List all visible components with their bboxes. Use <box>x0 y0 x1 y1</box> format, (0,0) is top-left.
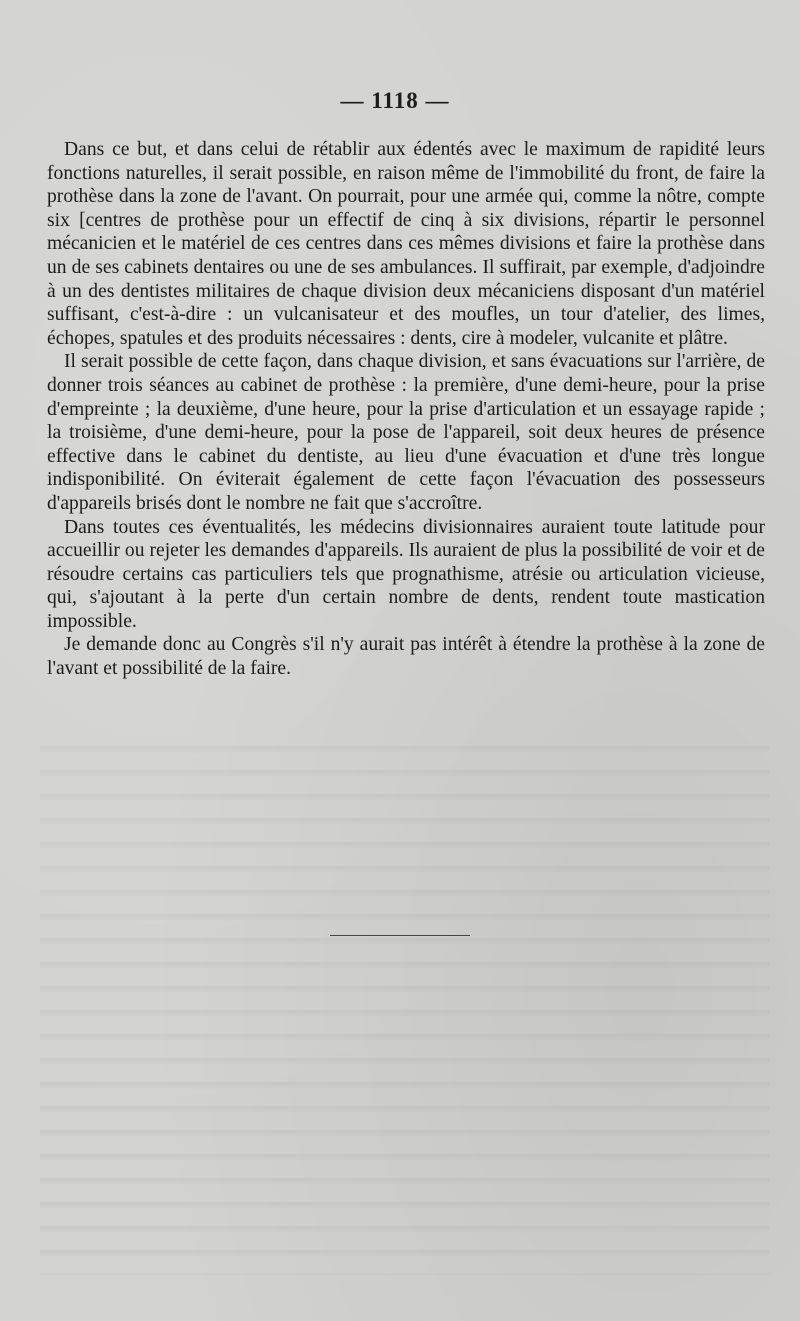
section-divider <box>330 935 470 936</box>
paragraph-2: Il serait possible de cette façon, dans chaque division, et sans évacuations sur l'arrière, de donner trois séances au cabinet de prothèse : la première, d'une demi-heure, pour la prise d'empreinte ; la deuxième, d'une heure, pour la prise d'articulation et un essayage rapide ; la troisième, d'une demi-heure, pour la pose de l'appareil, soit deux heures de présence effective dans le cabinet du dentiste, au lieu d'une évacuation et d'une très longue indisponibilité. On éviterait également de cette façon l'évacuation des possesseurs d'appareils brisés dont le nombre ne fait que s'accroître. <box>47 351 765 514</box>
page-number: — 1118 — <box>340 88 450 113</box>
paragraph-4: Je demande donc au Congrès s'il n'y aurait pas intérêt à étendre la prothèse à la zone de l'avant et possibilité de la faire. <box>47 634 765 680</box>
show-through-texture <box>40 735 770 1275</box>
paragraph-3: Dans toutes ces éventualités, les médecins divisionnaires auraient toute latitude pour accueillir ou rejeter les demandes d'appareils. Ils auraient de plus la possibilité de voir et de résoudre certains cas particuliers tels que prognathisme, atrésie ou articulation vicieuse, qui, s'ajoutant à la perte d'un certain nombre de dents, rendent toute mastication impossible. <box>47 516 765 632</box>
body-text <box>47 138 765 681</box>
paragraph-1: Dans ce but, et dans celui de rétablir aux édentés avec le maximum de rapidité leurs fonctions naturelles, il serait possible, en raison même de l'immobilité du front, de faire la prothèse dans la zone de l'avant. On pourrait, pour une armée qui, comme la nôtre, compte six [centres de prothèse pour un effectif de cinq à six divisions, répartir le personnel mécanicien et le matériel de ces centres dans ces mêmes divisions et faire la prothèse dans un de ses cabinets dentaires ou une de ses ambulances. Il suffirait, par exemple, d'adjoindre à un des dentistes militaires de chaque division deux mécaniciens disposant d'un matériel suffisant, c'est-à-dire : un vulcanisateur et des moufles, un tour d'atelier, des limes, échopes, spatules et des produits nécessaires : dents, cire à modeler, vulcanite et plâtre. <box>47 139 765 349</box>
